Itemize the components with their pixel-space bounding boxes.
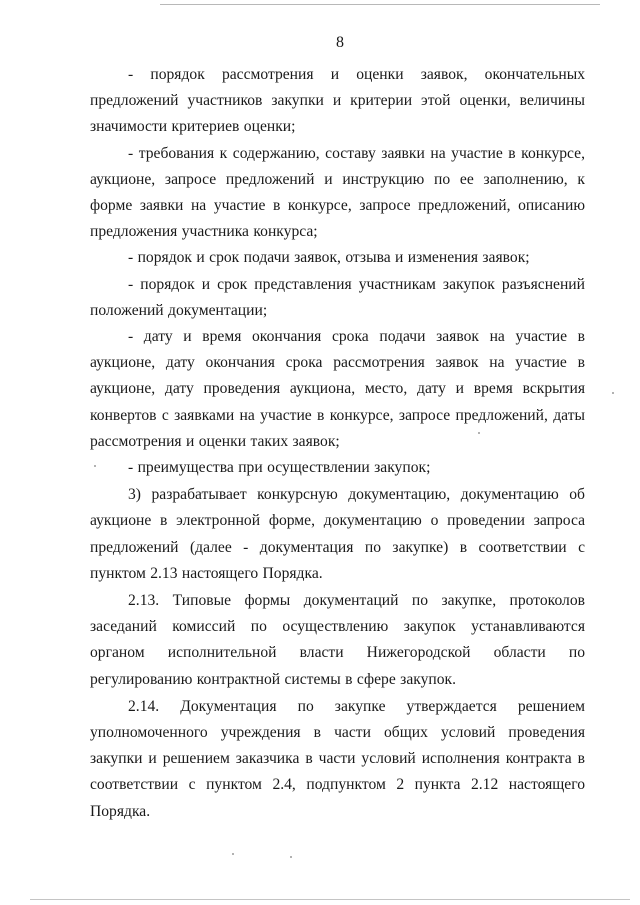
scan-edge-bottom (30, 899, 630, 900)
page-number: 8 (336, 34, 344, 51)
paragraph-submission-order: - порядок и срок подачи заявок, отзыва и изменения заявок; (128, 249, 530, 267)
scan-speck (290, 856, 292, 858)
scan-speck (94, 465, 96, 467)
paragraph-application-requirements: - требования к содержанию, составу заявки на участие в конкурсе, аукционе, запросе предложений и инструкцию по ее заполнению, к форме заявки на участие в конкурсе, запросе предложений, описанию предложения участника конкурса; (90, 144, 585, 241)
paragraph-2-13: 2.13. Типовые формы документаций по закупке, протоколов заседаний комиссий по осуществлению закупок устанавливаются органом исполнительной власти Нижегородской области по регулированию контрактной системы в сфере закупок. (90, 592, 585, 688)
paragraph-advantages: - преимущества при осуществлении закупок; (128, 459, 431, 477)
scan-speck (478, 432, 480, 434)
paragraph-dates: - дату и время окончания срока подачи заявок на участие в аукционе, дату окончания срока рассмотрения заявок на участие в аукционе, дату проведения аукциона, место, дату и время вскрытия конвертов с заявками на участие в конкурсе, запросе предложений, даты рассмотрения и оценки таких заявок; (90, 328, 585, 450)
paragraph-evaluation-order: - порядок рассмотрения и оценки заявок, окончательных предложений участников закупки и критерии этой оценки, величины значимости критериев оценки; (90, 66, 585, 136)
scan-edge-top (160, 4, 600, 5)
scan-speck (612, 392, 614, 394)
document-body (90, 62, 585, 825)
paragraph-develops-documentation: 3) разрабатывает конкурсную документацию, документацию об аукционе в электронной форме, документацию о проведении запроса предложений (далее - документация по закупке) в соответствии с пунктом 2.13 настоящего Порядка. (90, 486, 585, 582)
scan-speck (232, 853, 234, 855)
paragraph-2-14: 2.14. Документация по закупке утверждается решением уполномоченного учреждения в части общих условий проведения закупки и решением заказчика в части условий исполнения контракта в соответствии с пунктом 2.4, подпунктом 2 пункта 2.12 настоящего Порядка. (90, 697, 585, 820)
paragraph-clarifications-order: - порядок и срок представления участникам закупок разъяснений положений документации; (90, 275, 585, 319)
